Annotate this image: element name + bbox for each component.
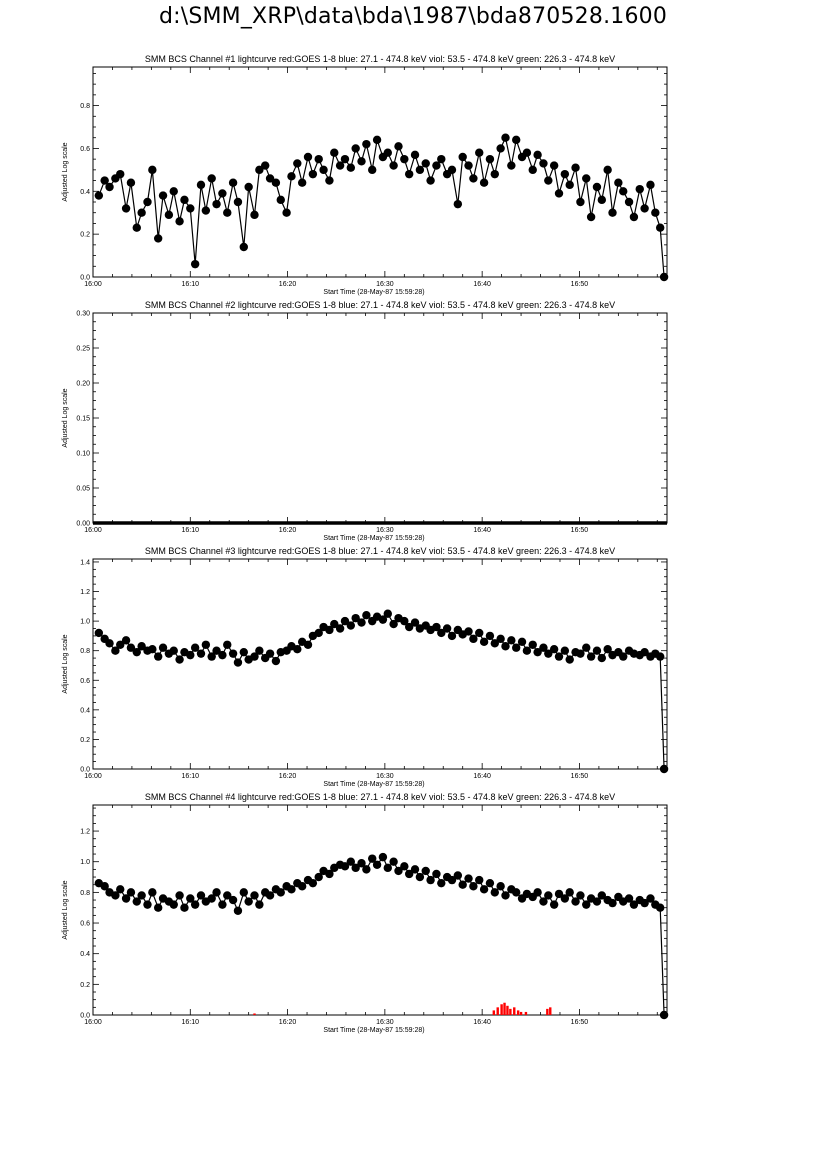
data-point (619, 187, 627, 195)
data-point (448, 166, 456, 174)
x-tick-label: 16:30 (376, 527, 394, 534)
data-point (175, 655, 183, 663)
goes-bar (500, 1004, 502, 1015)
data-point (646, 181, 654, 189)
data-point (587, 213, 595, 221)
data-point (630, 213, 638, 221)
series-drop-line (660, 908, 664, 1015)
data-point (240, 648, 248, 656)
data-point (244, 897, 252, 905)
y-tick-label: 0.0 (80, 766, 90, 774)
y-tick-label: 1.4 (80, 559, 90, 567)
x-tick-label: 16:40 (473, 281, 491, 288)
x-tick-label: 16:50 (570, 1019, 589, 1026)
x-tick-label: 16:10 (181, 773, 200, 780)
y-tick-label: 0.15 (76, 415, 90, 423)
data-point (197, 649, 205, 657)
data-point (293, 159, 301, 167)
data-point (426, 876, 434, 884)
data-point (362, 140, 370, 148)
x-tick-label: 16:00 (84, 527, 102, 534)
data-point (598, 654, 606, 662)
data-point (218, 189, 226, 197)
data-point (507, 161, 515, 169)
data-point (582, 644, 590, 652)
data-point (148, 645, 156, 653)
data-point (229, 649, 237, 657)
x-tick-label: 16:00 (84, 1019, 102, 1026)
x-axis-label: Start Time (28-May-87 15:59:28) (323, 1027, 425, 1034)
data-point (212, 888, 220, 896)
data-point (544, 176, 552, 184)
y-tick-label: 0.25 (76, 345, 90, 353)
y-axis-label: Adjusted Log scale (62, 388, 69, 448)
data-point (368, 166, 376, 174)
data-point (218, 651, 226, 659)
x-tick-label: 16:50 (570, 281, 589, 288)
data-point (272, 179, 280, 187)
data-point (298, 882, 306, 890)
data-point (458, 881, 466, 889)
data-point (539, 159, 547, 167)
data-point (347, 621, 355, 629)
data-point (287, 172, 295, 180)
data-point (486, 155, 494, 163)
x-tick-label: 16:10 (181, 281, 200, 288)
data-point (197, 181, 205, 189)
x-tick-label: 16:50 (570, 773, 589, 780)
data-point (529, 641, 537, 649)
data-point (475, 876, 483, 884)
data-point (250, 891, 258, 899)
data-point (432, 870, 440, 878)
data-point (191, 900, 199, 908)
data-point (593, 183, 601, 191)
goes-bar (503, 1003, 505, 1015)
data-point (416, 873, 424, 881)
goes-bar (549, 1007, 551, 1015)
data-point (277, 196, 285, 204)
x-tick-label: 16:00 (84, 281, 102, 288)
data-point (143, 198, 151, 206)
data-point (191, 260, 199, 268)
y-tick-label: 0.20 (76, 380, 90, 388)
data-point (400, 862, 408, 870)
data-point (458, 153, 466, 161)
data-point (598, 196, 606, 204)
data-point (550, 900, 558, 908)
data-point (593, 646, 601, 654)
goes-bar (509, 1009, 511, 1015)
x-tick-label: 16:30 (376, 773, 394, 780)
data-point (154, 904, 162, 912)
chart-panel-4 (62, 792, 668, 1034)
series-drop-line (660, 228, 664, 277)
data-point (486, 632, 494, 640)
data-point (304, 153, 312, 161)
data-point (116, 885, 124, 893)
y-tick-label: 1.0 (80, 618, 90, 626)
y-tick-label: 0.00 (76, 520, 90, 528)
data-point (277, 888, 285, 896)
data-point (202, 206, 210, 214)
data-point (357, 618, 365, 626)
y-tick-label: 0.2 (80, 736, 90, 744)
chart-panel-3 (62, 546, 668, 788)
y-tick-label: 0.4 (80, 951, 90, 959)
data-point (394, 142, 402, 150)
data-point (234, 658, 242, 666)
x-axis-label: Start Time (28-May-87 15:59:28) (323, 781, 425, 788)
data-point (293, 645, 301, 653)
data-point (282, 209, 290, 217)
data-point (389, 858, 397, 866)
y-tick-label: 0.8 (80, 103, 90, 111)
data-point (614, 179, 622, 187)
data-point (341, 155, 349, 163)
data-point (464, 874, 472, 882)
data-point (469, 174, 477, 182)
x-tick-label: 16:10 (181, 1019, 200, 1026)
data-point (95, 191, 103, 199)
data-point (608, 209, 616, 217)
data-point (507, 636, 515, 644)
data-point (336, 624, 344, 632)
y-tick-label: 0.30 (76, 310, 90, 318)
data-point (165, 211, 173, 219)
data-point (116, 170, 124, 178)
data-point (223, 641, 231, 649)
data-point (486, 879, 494, 887)
data-point (518, 638, 526, 646)
data-point (625, 198, 633, 206)
data-point (122, 204, 130, 212)
plot-frame (93, 805, 667, 1015)
chart-title: SMM BCS Channel #3 lightcurve red:GOES 1-8 blue: 27.1 - 474.8 keV viol: 53.5 - 474.8 keV green: 226.3 - 474.8 keV (144, 546, 616, 556)
data-point (137, 891, 145, 899)
data-point (422, 867, 430, 875)
data-point (159, 191, 167, 199)
chart-title: SMM BCS Channel #1 lightcurve red:GOES 1-8 blue: 27.1 - 474.8 keV viol: 53.5 - 474.8 keV green: 226.3 - 474.8 keV (144, 54, 616, 64)
data-point (202, 641, 210, 649)
data-point (496, 882, 504, 890)
chart-title: SMM BCS Channel #2 lightcurve red:GOES 1-8 blue: 27.1 - 474.8 keV viol: 53.5 - 474.8 keV green: 226.3 - 474.8 keV (144, 300, 616, 310)
x-tick-label: 16:50 (570, 527, 589, 534)
data-point (261, 161, 269, 169)
data-point (240, 888, 248, 896)
data-point (566, 655, 574, 663)
y-tick-label: 0.2 (80, 231, 90, 239)
data-point (582, 174, 590, 182)
data-point (603, 166, 611, 174)
data-point (244, 183, 252, 191)
y-tick-label: 0.4 (80, 188, 90, 196)
data-point (469, 882, 477, 890)
data-point (122, 636, 130, 644)
data-point (437, 879, 445, 887)
x-tick-label: 16:20 (278, 281, 297, 288)
data-point (640, 204, 648, 212)
y-tick-label: 0.0 (80, 274, 90, 282)
y-axis-label: Adjusted Log scale (62, 634, 69, 694)
data-point (608, 899, 616, 907)
goes-bar (493, 1010, 495, 1015)
data-point (491, 170, 499, 178)
y-tick-label: 0.6 (80, 145, 90, 153)
data-point (523, 149, 531, 157)
data-point (561, 170, 569, 178)
data-point (315, 155, 323, 163)
data-point (576, 198, 584, 206)
data-point (464, 161, 472, 169)
data-point (229, 896, 237, 904)
chart-title: SMM BCS Channel #4 lightcurve red:GOES 1-8 blue: 27.1 - 474.8 keV viol: 53.5 - 474.8 keV green: 226.3 - 474.8 keV (144, 792, 616, 802)
goes-bar (546, 1009, 548, 1015)
data-point (266, 891, 274, 899)
data-point (170, 900, 178, 908)
data-point (656, 652, 664, 660)
x-tick-label: 16:30 (376, 281, 394, 288)
y-tick-label: 0.8 (80, 648, 90, 656)
data-point (175, 217, 183, 225)
data-point (148, 166, 156, 174)
data-point (501, 891, 509, 899)
data-point (576, 891, 584, 899)
data-point (105, 639, 113, 647)
data-point (411, 865, 419, 873)
data-point (223, 209, 231, 217)
data-point (491, 888, 499, 896)
x-axis-label: Start Time (28-May-87 15:59:28) (323, 289, 425, 296)
data-point (229, 179, 237, 187)
data-point (571, 164, 579, 172)
data-point (475, 629, 483, 637)
data-point (533, 151, 541, 159)
y-tick-label: 0.4 (80, 707, 90, 715)
data-point (309, 879, 317, 887)
data-point (550, 645, 558, 653)
data-point (186, 651, 194, 659)
data-point (180, 196, 188, 204)
y-tick-label: 0.2 (80, 981, 90, 989)
data-point (255, 900, 263, 908)
x-tick-label: 16:40 (473, 773, 491, 780)
data-point (475, 149, 483, 157)
y-tick-label: 1.0 (80, 859, 90, 867)
data-point (127, 179, 135, 187)
x-tick-label: 16:20 (278, 773, 297, 780)
data-point (319, 166, 327, 174)
plot-frame (93, 559, 667, 769)
data-point (400, 155, 408, 163)
goes-bar (497, 1007, 499, 1015)
y-axis-label: Adjusted Log scale (62, 142, 69, 202)
page-title: d:\SMM_XRP\data\bda\1987\bda870528.1600 (158, 4, 668, 29)
y-tick-label: 0.05 (76, 485, 90, 493)
data-point (255, 646, 263, 654)
goes-bar (253, 1013, 255, 1015)
y-tick-label: 0.8 (80, 889, 90, 897)
y-tick-label: 0.0 (80, 1012, 90, 1020)
data-point (437, 155, 445, 163)
data-point (566, 888, 574, 896)
data-point (496, 635, 504, 643)
data-point (651, 209, 659, 217)
data-point (347, 164, 355, 172)
data-point (660, 273, 668, 281)
data-point (411, 151, 419, 159)
data-point (207, 174, 215, 182)
data-point (186, 204, 194, 212)
data-point (330, 149, 338, 157)
y-tick-label: 0.6 (80, 920, 90, 928)
data-point (133, 224, 141, 232)
data-point (422, 159, 430, 167)
chart-panel-2 (62, 300, 667, 542)
goes-bar (517, 1010, 519, 1015)
data-point (373, 861, 381, 869)
y-tick-label: 0.6 (80, 677, 90, 685)
x-tick-label: 16:30 (376, 1019, 394, 1026)
data-point (512, 136, 520, 144)
data-point (529, 166, 537, 174)
x-tick-label: 16:20 (278, 527, 297, 534)
data-point (566, 181, 574, 189)
data-point (636, 185, 644, 193)
data-point (480, 179, 488, 187)
data-point (384, 610, 392, 618)
data-point (212, 200, 220, 208)
plot-frame (93, 313, 667, 523)
y-tick-label: 1.2 (80, 828, 90, 836)
x-tick-label: 16:10 (181, 527, 200, 534)
data-point (464, 627, 472, 635)
data-point (325, 176, 333, 184)
data-point (266, 649, 274, 657)
y-tick-label: 1.2 (80, 589, 90, 597)
goes-bar (506, 1006, 508, 1015)
data-point (405, 170, 413, 178)
data-point (218, 900, 226, 908)
data-point (175, 891, 183, 899)
data-point (373, 136, 381, 144)
data-point (454, 871, 462, 879)
x-tick-label: 16:00 (84, 773, 102, 780)
data-point (454, 200, 462, 208)
x-tick-label: 16:40 (473, 527, 491, 534)
data-point (143, 900, 151, 908)
data-point (351, 144, 359, 152)
data-point (656, 224, 664, 232)
goes-bar (520, 1012, 522, 1015)
chart-panel-1 (62, 54, 668, 296)
data-point (272, 657, 280, 665)
data-point (127, 888, 135, 896)
data-point (501, 134, 509, 142)
data-point (304, 641, 312, 649)
data-point (389, 161, 397, 169)
data-point (416, 166, 424, 174)
data-point (384, 864, 392, 872)
data-point (379, 853, 387, 861)
data-point (234, 907, 242, 915)
data-point (660, 1011, 668, 1019)
data-point (298, 179, 306, 187)
data-point (154, 652, 162, 660)
data-point (154, 234, 162, 242)
data-point (362, 865, 370, 873)
data-point (170, 646, 178, 654)
data-point (426, 176, 434, 184)
data-point (550, 161, 558, 169)
x-axis-label: Start Time (28-May-87 15:59:28) (323, 535, 425, 542)
data-point (240, 243, 248, 251)
data-point (555, 189, 563, 197)
x-tick-label: 16:40 (473, 1019, 491, 1026)
data-point (384, 149, 392, 157)
data-point (512, 888, 520, 896)
data-point (544, 891, 552, 899)
data-point (180, 904, 188, 912)
data-point (105, 183, 113, 191)
y-tick-label: 0.10 (76, 450, 90, 458)
data-point (561, 646, 569, 654)
plot-frame (93, 67, 667, 277)
data-point (137, 209, 145, 217)
data-point (533, 888, 541, 896)
data-point (656, 904, 664, 912)
data-point (309, 170, 317, 178)
data-point (250, 211, 258, 219)
data-point (480, 885, 488, 893)
goes-bar (513, 1007, 515, 1015)
data-point (496, 144, 504, 152)
x-tick-label: 16:20 (278, 1019, 297, 1026)
data-point (170, 187, 178, 195)
data-point (234, 198, 242, 206)
goes-bar (525, 1012, 527, 1015)
y-axis-label: Adjusted Log scale (62, 880, 69, 940)
series-drop-line (660, 657, 664, 769)
data-point (287, 885, 295, 893)
data-point (443, 624, 451, 632)
data-point (660, 765, 668, 773)
data-point (148, 888, 156, 896)
data-point (357, 157, 365, 165)
